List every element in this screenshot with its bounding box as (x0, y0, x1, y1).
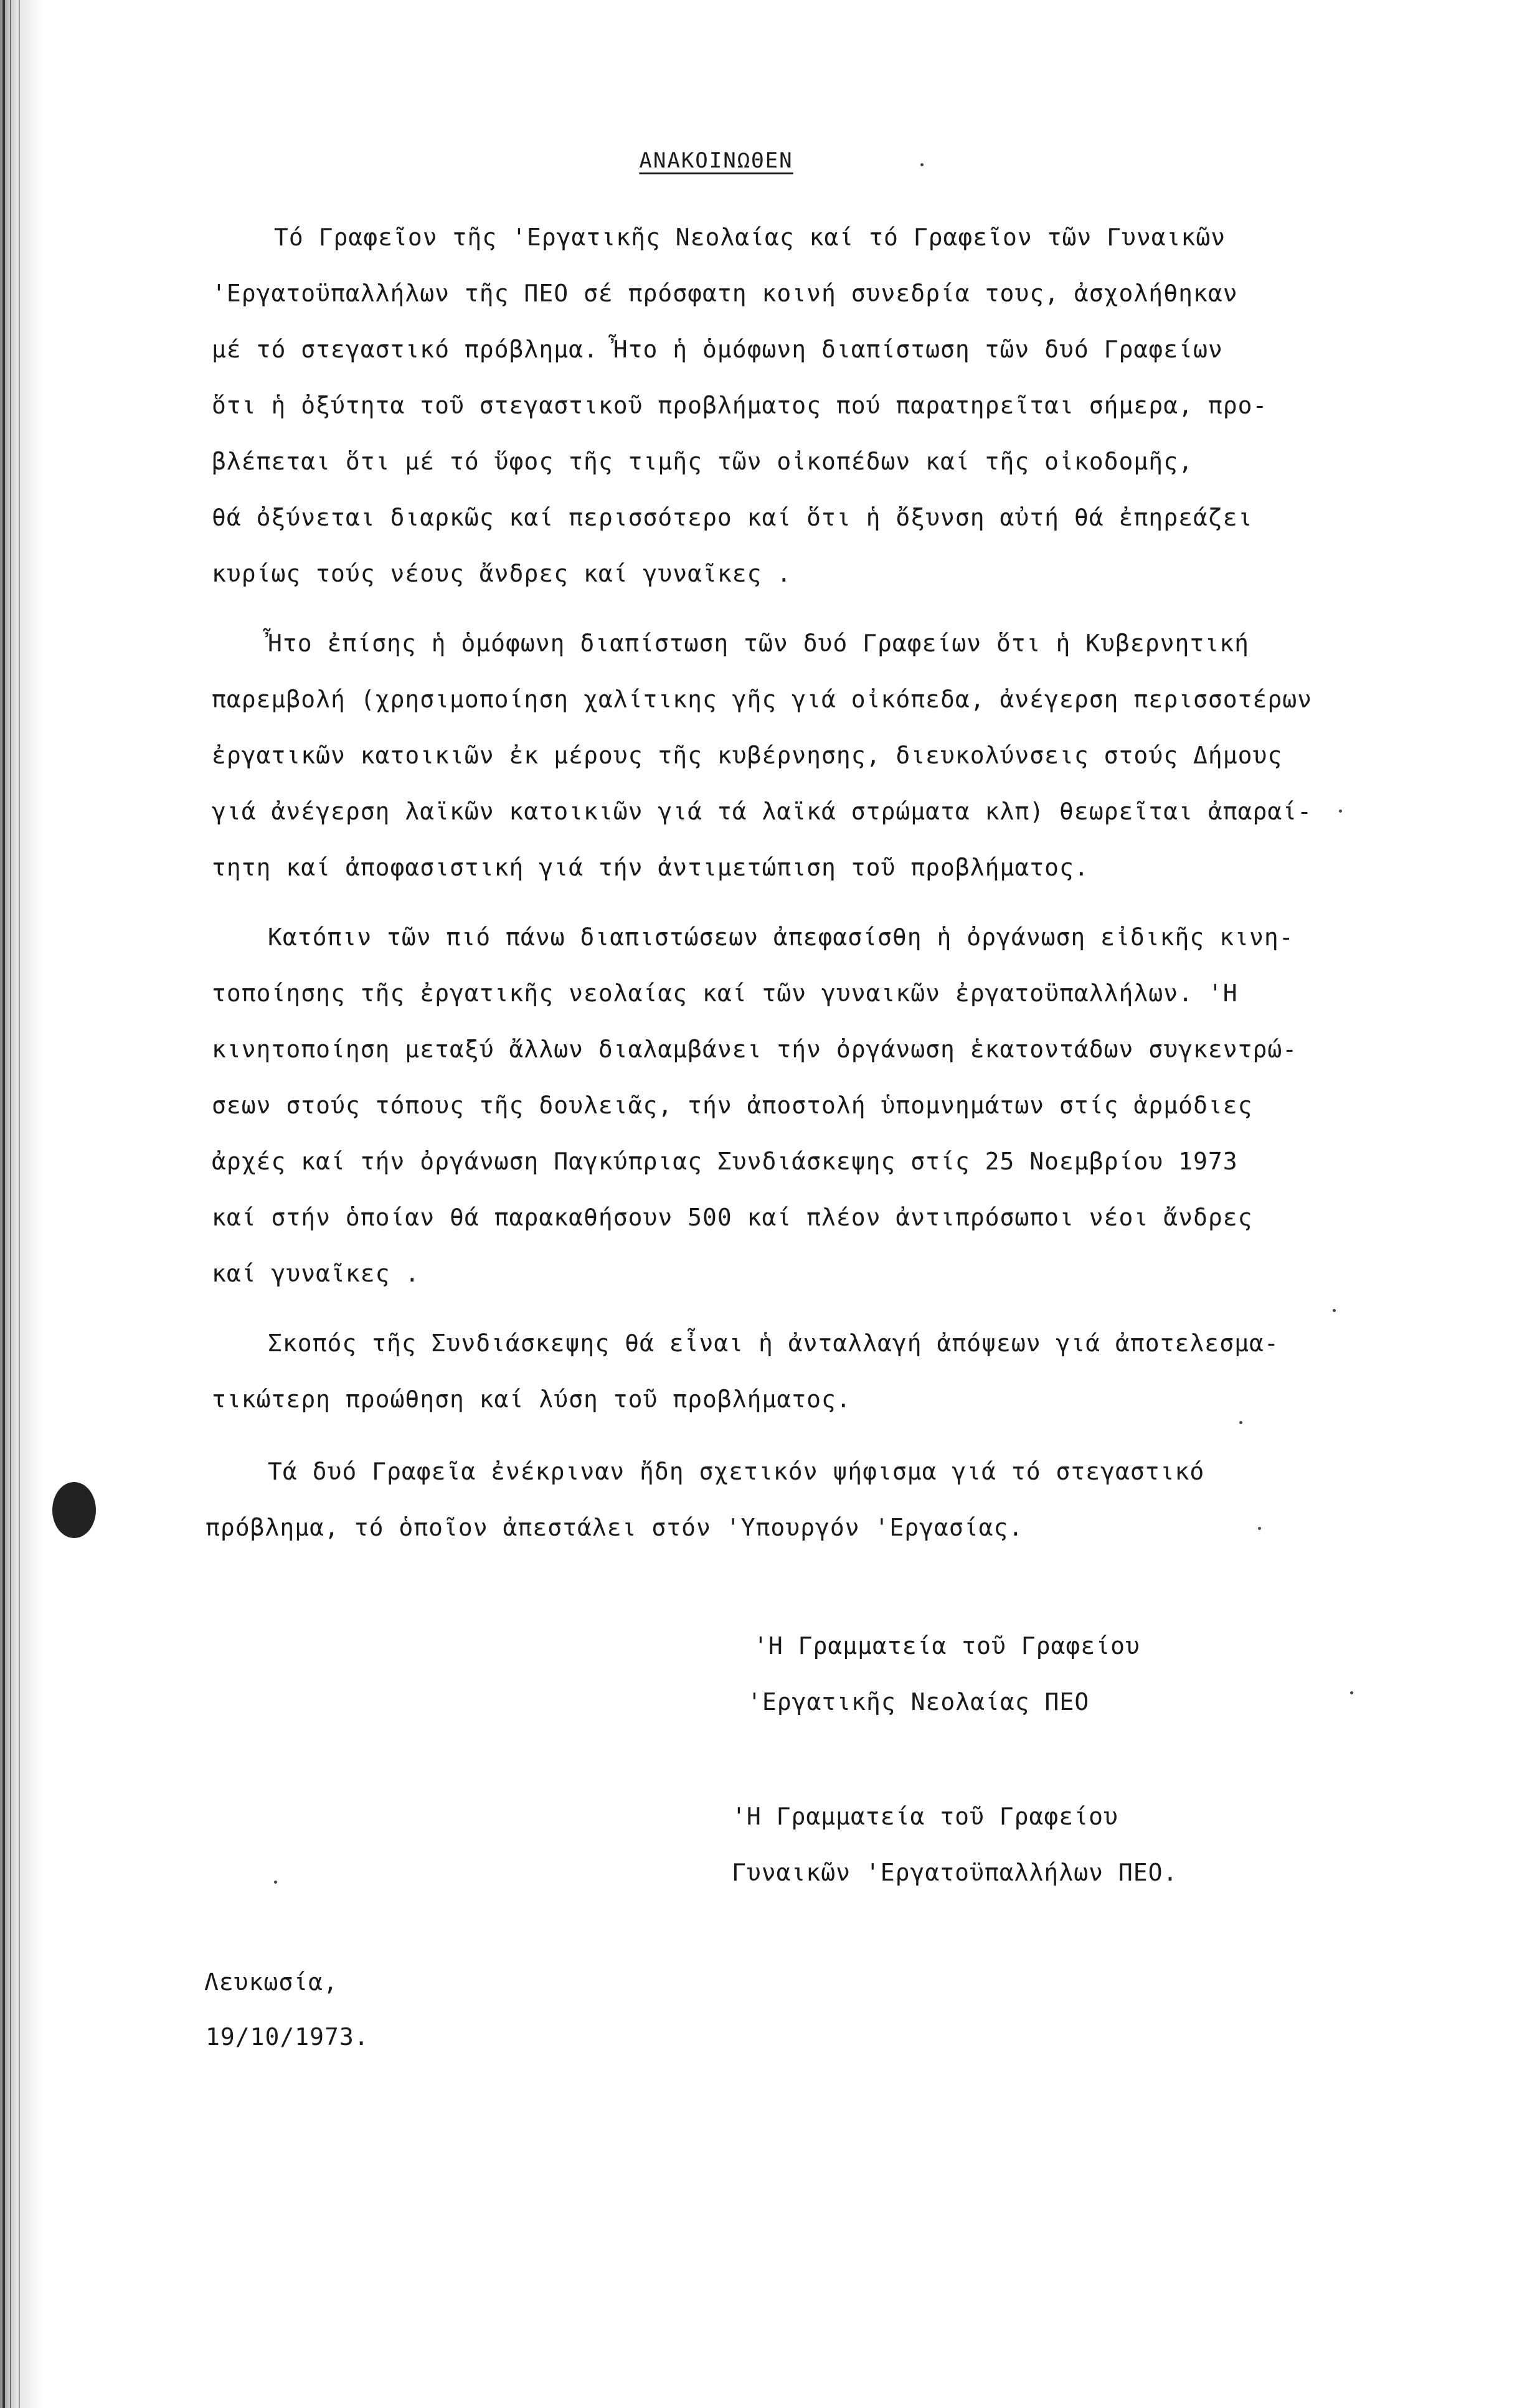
paragraph-line: 'Εργατοϋπαλλήλων τῆς ΠΕΟ σέ πρόσφατη κοινή συνεδρία τους, ἀσχολήθηκαν (212, 280, 1238, 307)
paragraph-line: ἀρχές καί τήν ὀργάνωση Παγκύπριας Συνδιάσκεψης στίς 25 Νοεμβρίου 1973 (212, 1148, 1238, 1175)
paragraph-line: τοποίησης τῆς ἐργατικῆς νεολαίας καί τῶν γυναικῶν ἐργατοϋπαλλήλων. 'Η (212, 980, 1238, 1007)
date-line: 19/10/1973. (206, 2023, 369, 2051)
paragraph-line: Κατόπιν τῶν πιό πάνω διαπιστώσεων ἀπεφασίσθη ἡ ὀργάνωση εἰδικῆς κινη- (268, 923, 1294, 951)
paragraph-line: πρόβλημα, τό ὁποῖον ἀπεστάλει στόν 'Υπουργόν 'Εργασίας. (206, 1514, 1024, 1541)
paragraph-line: μέ τό στεγαστικό πρόβλημα. Ἦτο ἡ ὁμόφωνη διαπίστωση τῶν δυό Γραφείων (212, 336, 1223, 363)
scan-edge-line (2, 0, 5, 2408)
scan-edge-line (10, 0, 11, 2408)
scan-speck (1239, 1421, 1242, 1424)
paragraph-line: καί στήν ὁποίαν θά παρακαθήσουν 500 καί πλέον ἀντιπρόσωποι νέοι ἄνδρες (212, 1204, 1253, 1231)
paragraph-line: γιά ἀνέγερση λαϊκῶν κατοικιῶν γιά τά λαϊκά στρώματα κλπ) θεωρεῖται ἀπαραί- (212, 798, 1312, 825)
paragraph-line: καί γυναῖκες . (212, 1260, 420, 1287)
scan-speck (1258, 1527, 1261, 1530)
paragraph-line: Τά δυό Γραφεῖα ἐνέκριναν ἤδη σχετικόν ψήφισμα γιά τό στεγαστικό (268, 1458, 1205, 1485)
paragraph-line: τητη καί ἀποφασιστική γιά τήν ἀντιμετώπιση τοῦ προβλήματος. (212, 854, 1089, 881)
scan-speck (1350, 1691, 1353, 1694)
paragraph-line: Τό Γραφεῖον τῆς 'Εργατικῆς Νεολαίας καί τό Γραφεῖον τῶν Γυναικῶν (274, 224, 1226, 251)
paragraph-line: ἐργατικῶν κατοικιῶν ἐκ μέρους τῆς κυβέρνησης, διευκολύνσεις στούς Δήμους (212, 742, 1283, 769)
scan-edge-line (19, 0, 20, 2408)
paragraph-line: ὅτι ἡ ὀξύτητα τοῦ στεγαστικοῦ προβλήματος πού παρατηρεῖται σήμερα, προ- (212, 392, 1268, 419)
signature-line: 'Η Γραμματεία τοῦ Γραφείου (754, 1632, 1140, 1660)
scan-speck (1339, 810, 1342, 813)
signature-line: 'Εργατικῆς Νεολαίας ΠΕΟ (747, 1688, 1090, 1716)
paragraph-line: παρεμβολή (χρησιμοποίηση χαλίτικης γῆς γιά οἰκόπεδα, ἀνέγερση περισσοτέρων (212, 686, 1312, 713)
paragraph-line: Σκοπός τῆς Συνδιάσκεψης θά εἶναι ἡ ἀνταλλαγή ἀπόψεων γιά ἀποτελεσμα- (268, 1329, 1279, 1357)
paragraph-line: βλέπεται ὅτι μέ τό ὕφος τῆς τιμῆς τῶν οἰκοπέδων καί τῆς οἰκοδομῆς, (212, 448, 1193, 475)
punch-hole (52, 1482, 96, 1538)
scan-speck (1333, 1309, 1336, 1312)
scan-speck (274, 1881, 277, 1884)
paragraph-line: τικώτερη προώθηση καί λύση τοῦ προβλήματος. (212, 1386, 851, 1413)
scan-speck (920, 163, 924, 166)
paragraph-line: κυρίως τούς νέους ἄνδρες καί γυναῖκες . (212, 560, 792, 587)
scan-edge-shadow (0, 0, 44, 2408)
paragraph-line: σεων στούς τόπους τῆς δουλειᾶς, τήν ἀποστολή ὑπομνημάτων στίς ἁρμόδιες (212, 1092, 1253, 1119)
document-title: ΑΝΑΚΟΙΝΩΘΕΝ (639, 148, 793, 173)
paragraph-line: θά ὀξύνεται διαρκῶς καί περισσότερο καί ὅτι ἡ ὄξυνση αὐτή θά ἐπηρεάζει (212, 504, 1253, 531)
paragraph-line: κινητοποίηση μεταξύ ἄλλων διαλαμβάνει τήν ὀργάνωση ἑκατοντάδων συγκεντρώ- (212, 1036, 1298, 1063)
signature-line: Γυναικῶν 'Εργατοϋπαλλήλων ΠΕΟ. (732, 1859, 1178, 1886)
place-line: Λευκωσία, (204, 1968, 338, 1996)
signature-line: 'Η Γραμματεία τοῦ Γραφείου (732, 1803, 1118, 1830)
paragraph-line: Ἦτο ἐπίσης ἡ ὁμόφωνη διαπίστωση τῶν δυό Γραφείων ὅτι ἡ Κυβερνητική (268, 630, 1249, 657)
